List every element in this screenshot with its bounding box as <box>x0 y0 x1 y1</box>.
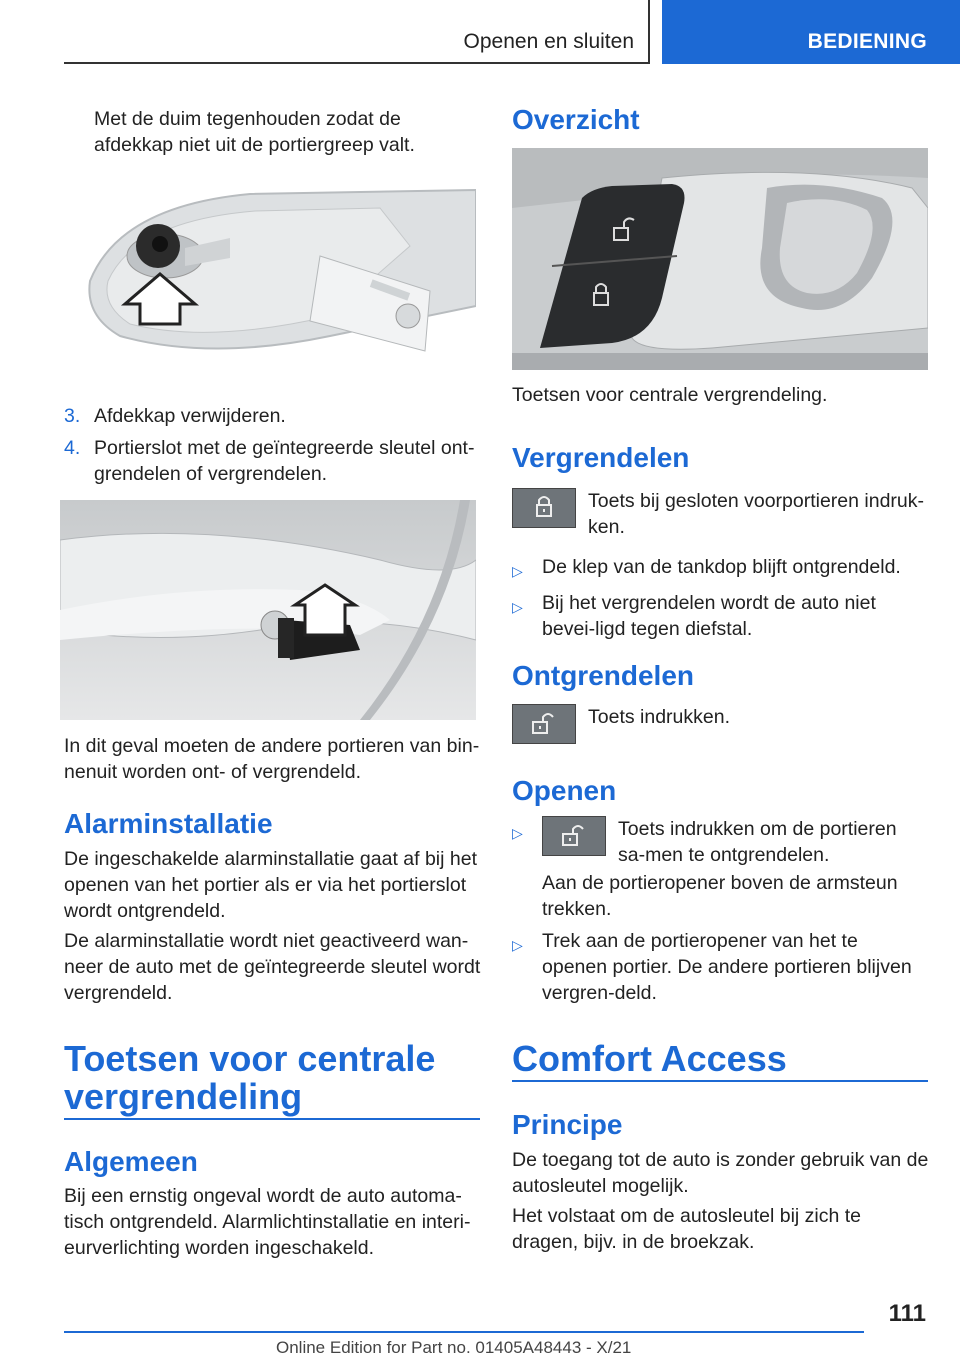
page-number: 111 <box>888 1300 926 1327</box>
bullet-text: De klep van de tankdop blijft ontgrendeld. <box>542 556 901 578</box>
overview-heading: Overzicht <box>512 104 640 135</box>
unlock-heading: Ontgrendelen <box>512 660 695 691</box>
list-item <box>64 403 484 429</box>
lock-text: Toets bij gesloten voorportieren indruk-ken. <box>588 490 925 538</box>
header-section-box <box>64 0 650 64</box>
bullet-text: Bij het vergrendelen wordt de auto niet bevei-ligd tegen diefstal. <box>542 592 876 640</box>
bullet-icon: ▷ <box>512 599 523 615</box>
list-item <box>512 590 932 642</box>
page-header <box>0 0 960 66</box>
header-section-title: Openen en sluiten <box>463 30 634 53</box>
step-number: 3. <box>64 405 81 427</box>
section-title-line: Toetsen voor centrale <box>64 1038 436 1079</box>
step-text: Afdekkap verwijderen. <box>94 405 286 427</box>
footer-rule <box>64 1331 864 1333</box>
bullet-icon: ▷ <box>512 563 523 579</box>
bullet-subtext: Aan de portieropener boven de armsteun trekken. <box>542 872 898 920</box>
open-heading: Openen <box>512 775 617 806</box>
list-item <box>512 554 932 584</box>
alarm-paragraph-1: De ingeschakelde alarminstallatie gaat af bij het openen van het portier als er via het portierslot wordt ontgrendeld. <box>64 848 477 922</box>
section-rule <box>64 1118 480 1120</box>
bullet-icon: ▷ <box>512 937 523 953</box>
footer-edition: Online Edition for Part no. 01405A48443 - X/21 <box>276 1338 632 1357</box>
bullet-text: Trek aan de portieropener van het te openen portier. De andere portieren blijven vergren-deld. <box>542 930 912 1004</box>
section-rule <box>512 1080 928 1082</box>
list-item <box>512 928 932 1006</box>
lock-heading: Vergrendelen <box>512 442 690 473</box>
principle-heading: Principe <box>512 1109 623 1140</box>
header-chapter-box <box>662 0 960 64</box>
list-item <box>512 816 932 928</box>
overview-caption: Toetsen voor centrale vergrendeling. <box>512 384 828 406</box>
principle-paragraph-2: Het volstaat om de autosleutel bij zich te dragen, bijv. in de broekzak. <box>512 1205 862 1253</box>
intro-text: Met de duim tegenhouden zodat de afdekkap niet uit de portiergreep valt. <box>94 108 415 156</box>
alarm-heading: Alarminstallatie <box>64 808 273 839</box>
general-heading: Algemeen <box>64 1146 198 1177</box>
general-paragraph: Bij een ernstig ongeval wordt de auto automa-tisch ontgrendeld. Alarmlichtinstallatie en interi-eurverlichting worden ingeschakeld. <box>64 1185 471 1259</box>
after-image-text: In dit geval moeten de andere portieren van bin-nenuit worden ont- of vergrendeld. <box>64 735 480 783</box>
unlock-button-image <box>542 816 606 856</box>
lock-button-image <box>512 488 576 528</box>
step-text: Portierslot met de geïntegreerde sleutel ont-grendelen of vergrendelen. <box>94 437 475 485</box>
open-bullets <box>512 816 932 1006</box>
list-item <box>64 435 484 487</box>
header-chapter-title: BEDIENING <box>807 30 927 53</box>
bullet-icon: ▷ <box>512 825 523 841</box>
door-handle-cover-image <box>80 186 476 356</box>
central-lock-buttons-image <box>512 148 928 370</box>
step-number: 4. <box>64 437 81 459</box>
unlock-button-image <box>512 704 576 744</box>
unlock-text: Toets indrukken. <box>588 706 730 728</box>
section-title <box>64 1040 435 1116</box>
steps-list <box>64 403 484 487</box>
comfort-access-title: Comfort Access <box>512 1038 787 1079</box>
section-title-line: vergrendeling <box>64 1076 303 1117</box>
door-handle-key-image <box>60 500 476 720</box>
principle-paragraph-1: De toegang tot de auto is zonder gebruik van de autosleutel mogelijk. <box>512 1149 929 1197</box>
lock-bullets <box>512 554 932 642</box>
alarm-paragraph-2: De alarminstallatie wordt niet geactiveerd wan-neer de auto met de geïntegreerde sleutel wordt vergrendeld. <box>64 930 481 1004</box>
bullet-text: Toets indrukken om de portieren sa-men te ontgrendelen. <box>618 818 897 866</box>
